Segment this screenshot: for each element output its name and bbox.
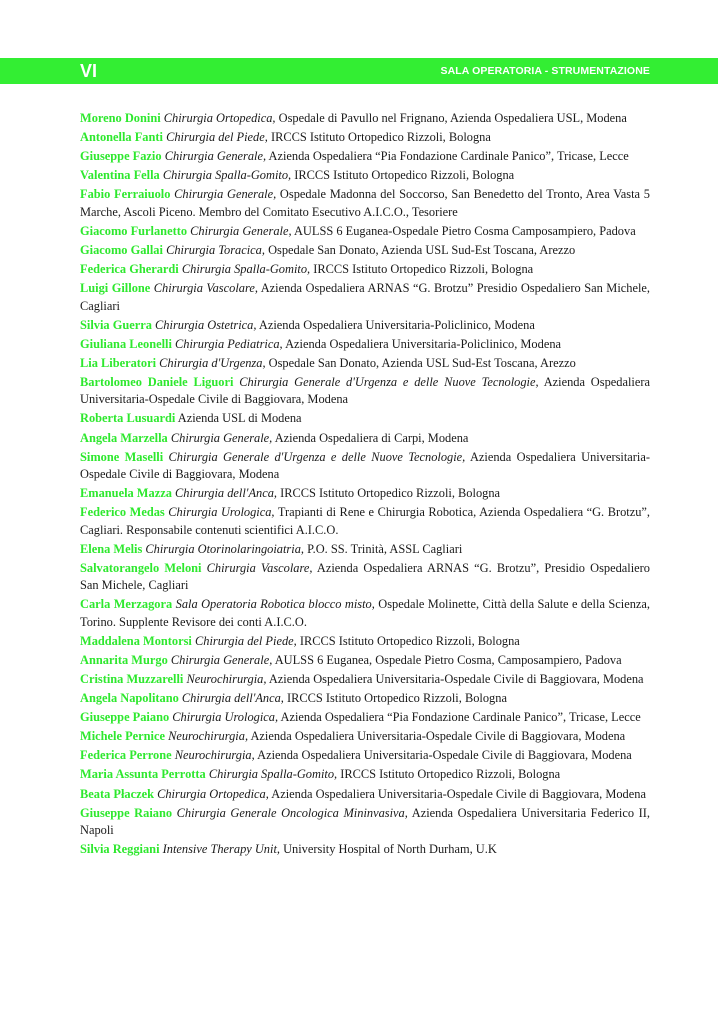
contributor-entry bbox=[80, 374, 650, 409]
contributor-name: Giacomo Gallai bbox=[80, 242, 163, 257]
contributor-affiliation: Azienda USL di Modena bbox=[177, 411, 302, 426]
contributor-entry bbox=[80, 410, 650, 427]
contributor-name: Silvia Guerra bbox=[80, 317, 152, 332]
contributor-affiliation: Azienda Ospedaliera “Pia Fondazione Cardinale Panico”, Tricase, Lecce bbox=[268, 149, 629, 164]
contributor-name: Annarita Murgo bbox=[80, 652, 168, 667]
contributor-name: Giuseppe Paiano bbox=[80, 710, 170, 725]
contributor-specialty: Chirurgia Vascolare, bbox=[206, 560, 313, 575]
contributor-affiliation: IRCCS Istituto Ortopedico Rizzoli, Bologna bbox=[299, 633, 520, 648]
contributor-name: Giuliana Leonelli bbox=[80, 336, 172, 351]
contributor-affiliation: Ospedale San Donato, Azienda USL Sud-Est Toscana, Arezzo bbox=[268, 355, 576, 370]
contributor-entry bbox=[80, 766, 650, 783]
contributor-entry bbox=[80, 671, 650, 688]
contributor-specialty: Chirurgia del Piede, bbox=[166, 130, 268, 145]
contributor-affiliation: Azienda Ospedaliera ARNAS “G. Brotzu” Presidio Ospedaliero San Michele, Cagliari bbox=[80, 281, 650, 313]
contributor-entry bbox=[80, 355, 650, 372]
contributor-affiliation: Ospedale Molinette, Città della Salute e della Scienza, Torino. Supplente Revisore dei conti A.I.C.O. bbox=[80, 597, 650, 629]
contributor-entry bbox=[80, 317, 650, 334]
contributor-specialty: Chirurgia Generale, bbox=[174, 187, 277, 202]
contributor-affiliation: Azienda Ospedaliera di Carpi, Modena bbox=[274, 430, 469, 445]
contributor-specialty: Chirurgia Spalla-Gomito, bbox=[162, 168, 292, 183]
contributor-affiliation: University Hospital of North Durham, U.K bbox=[283, 842, 497, 857]
contributor-name: Simone Maselli bbox=[80, 449, 164, 464]
contributor-entry bbox=[80, 596, 650, 631]
contributor-specialty: Chirurgia Urologica, bbox=[168, 505, 275, 520]
contributor-affiliation: Azienda Ospedaliera Universitaria-Ospedale Civile di Baggiovara, Modena bbox=[257, 748, 632, 763]
contributor-affiliation: Azienda Ospedaliera ARNAS “G. Brotzu”, Presidio Ospedaliero San Michele, Cagliari bbox=[80, 560, 650, 593]
contributor-affiliation: Azienda Ospedaliera Universitaria-Ospedale Civile di Baggiovara, Modena bbox=[268, 672, 644, 686]
contributor-name: Antonella Fanti bbox=[80, 130, 163, 145]
contributor-list bbox=[80, 110, 650, 860]
contributor-entry bbox=[80, 336, 650, 353]
contributor-affiliation: P.O. SS. Trinità, ASSL Cagliari bbox=[307, 541, 463, 556]
contributor-entry bbox=[80, 841, 650, 858]
contributor-name: Valentina Fella bbox=[80, 168, 160, 183]
contributor-name: Beata Płaczek bbox=[80, 786, 154, 801]
contributor-name: Angela Napolitano bbox=[80, 691, 179, 706]
contributor-entry bbox=[80, 805, 650, 840]
contributor-specialty: Chirurgia Vascolare, bbox=[153, 281, 258, 296]
contributor-entry bbox=[80, 430, 650, 447]
contributor-name: Federica Perrone bbox=[80, 748, 172, 763]
contributor-entry bbox=[80, 690, 650, 707]
contributor-name: Elena Melis bbox=[80, 541, 143, 556]
contributor-entry bbox=[80, 167, 650, 184]
contributor-entry bbox=[80, 110, 650, 127]
contributor-name: Salvatorangelo Meloni bbox=[80, 560, 202, 575]
contributor-specialty: Chirurgia dell'Anca, bbox=[175, 486, 277, 501]
contributor-name: Bartolomeo Daniele Liguori bbox=[80, 374, 234, 389]
contributor-specialty: Chirurgia Ortopedica, bbox=[163, 111, 276, 125]
contributor-specialty: Chirurgia Generale, bbox=[170, 430, 273, 445]
contributor-specialty: Chirurgia Pediatrica, bbox=[175, 336, 283, 351]
contributor-name: Michele Pernice bbox=[80, 729, 165, 744]
contributor-entry bbox=[80, 129, 650, 146]
contributor-affiliation: Azienda Ospedaliera Universitaria-Ospedale Civile di Baggiovara, Modena bbox=[250, 729, 626, 744]
contributor-specialty: Sala Operatoria Robotica blocco misto, bbox=[175, 597, 375, 612]
contributor-affiliation: IRCCS Istituto Ortopedico Rizzoli, Bologna bbox=[294, 168, 515, 183]
contributor-specialty: Chirurgia Generale Oncologica Mininvasiva, bbox=[176, 805, 408, 820]
contributor-name: Carla Merzagora bbox=[80, 597, 173, 612]
contributor-entry bbox=[80, 186, 650, 221]
contributor-specialty: Chirurgia Generale d'Urgenza e delle Nuove Tecnologie, bbox=[168, 449, 466, 464]
contributor-entry bbox=[80, 747, 650, 764]
contributor-affiliation: Azienda Ospedaliera Universitaria-Policlinico, Modena bbox=[285, 336, 562, 351]
contributor-specialty: Chirurgia Spalla-Gomito, bbox=[208, 767, 338, 782]
contributor-specialty: Intensive Therapy Unit, bbox=[162, 842, 280, 857]
contributor-name: Angela Marzella bbox=[80, 430, 168, 445]
contributor-entry bbox=[80, 633, 650, 650]
contributor-specialty: Chirurgia dell'Anca, bbox=[181, 691, 284, 706]
contributor-affiliation: IRCCS Istituto Ortopedico Rizzoli, Bologna bbox=[280, 486, 501, 501]
contributor-affiliation: Azienda Ospedaliera Universitaria-Policlinico, Modena bbox=[258, 317, 535, 332]
contributor-affiliation: Azienda Ospedaliera Universitaria-Ospedale Civile di Baggiovara, Modena bbox=[80, 374, 650, 407]
contributor-affiliation: IRCCS Istituto Ortopedico Rizzoli, Bologna bbox=[340, 767, 561, 782]
contributor-name: Silvia Reggiani bbox=[80, 842, 160, 857]
contributor-entry bbox=[80, 261, 650, 278]
contributor-specialty: Neurochirurgia, bbox=[174, 748, 255, 763]
contributor-specialty: Chirurgia Generale, bbox=[190, 223, 292, 238]
contributor-specialty: Neurochirurgia, bbox=[186, 672, 267, 686]
contributor-specialty: Chirurgia Toracica, bbox=[166, 242, 265, 257]
contributor-entry bbox=[80, 280, 650, 315]
contributor-affiliation: Ospedale di Pavullo nel Frignano, Azienda Ospedaliera USL, Modena bbox=[278, 111, 627, 125]
contributor-specialty: Chirurgia Ortopedica, bbox=[157, 786, 269, 801]
contributor-entry bbox=[80, 786, 650, 803]
contributor-affiliation: AULSS 6 Euganea-Ospedale Pietro Cosma Camposampiero, Padova bbox=[293, 223, 636, 238]
contributor-specialty: Chirurgia del Piede, bbox=[194, 633, 297, 648]
header-bar bbox=[0, 58, 718, 84]
contributor-affiliation: Azienda Ospedaliera Universitaria Federico II, Napoli bbox=[80, 805, 650, 838]
contributor-specialty: Chirurgia Otorinolaringoiatria, bbox=[145, 541, 304, 556]
contributor-entry bbox=[80, 485, 650, 502]
contributor-name: Fabio Ferraiuolo bbox=[80, 187, 171, 202]
contributor-affiliation: IRCCS Istituto Ortopedico Rizzoli, Bologna bbox=[270, 130, 491, 145]
contributor-entry bbox=[80, 449, 650, 484]
contributor-name: Giuseppe Fazio bbox=[80, 149, 162, 164]
contributor-specialty: Chirurgia Ostetrica, bbox=[155, 317, 257, 332]
contributor-entry bbox=[80, 242, 650, 259]
contributor-entry bbox=[80, 504, 650, 539]
contributor-affiliation: Azienda Ospedaliera Universitaria-Ospedale Civile di Baggiovara, Modena bbox=[80, 449, 650, 482]
contributor-name: Roberta Lusuardi bbox=[80, 411, 176, 426]
contributor-entry bbox=[80, 148, 650, 165]
contributor-name: Giuseppe Raiano bbox=[80, 805, 173, 820]
contributor-name: Moreno Donini bbox=[80, 111, 161, 125]
contributor-specialty: Chirurgia Generale, bbox=[170, 652, 273, 667]
contributor-entry bbox=[80, 223, 650, 240]
contributor-name: Federica Gherardi bbox=[80, 262, 179, 277]
contributor-specialty: Chirurgia Spalla-Gomito, bbox=[181, 262, 311, 277]
contributor-name: Maddalena Montorsi bbox=[80, 633, 192, 648]
contributor-name: Luigi Gillone bbox=[80, 281, 151, 296]
contributor-name: Maria Assunta Perrotta bbox=[80, 767, 206, 782]
contributor-affiliation: Trapianti di Rene e Chirurgia Robotica, Azienda Ospedaliera “G. Brotzu”, Cagliari. Responsabile contenuti scientifici A.I.C.O. bbox=[80, 505, 651, 537]
contributor-name: Giacomo Furlanetto bbox=[80, 223, 188, 238]
contributor-affiliation: Ospedale San Donato, Azienda USL Sud-Est Toscana, Arezzo bbox=[268, 242, 576, 257]
contributor-specialty: Chirurgia Generale d'Urgenza e delle Nuove Tecnologie, bbox=[239, 374, 539, 389]
contributor-entry bbox=[80, 541, 650, 558]
contributor-entry bbox=[80, 560, 650, 595]
contributor-entry bbox=[80, 709, 650, 726]
contributor-entry bbox=[80, 652, 650, 669]
section-title: SALA OPERATORIA - STRUMENTAZIONE bbox=[440, 65, 650, 77]
contributor-affiliation: IRCCS Istituto Ortopedico Rizzoli, Bologna bbox=[287, 691, 507, 706]
page-number: VI bbox=[80, 61, 98, 81]
contributor-affiliation: Azienda Ospedaliera “Pia Fondazione Cardinale Panico”, Tricase, Lecce bbox=[280, 710, 641, 725]
contributor-affiliation: IRCCS Istituto Ortopedico Rizzoli, Bologna bbox=[313, 262, 534, 277]
contributor-specialty: Neurochirurgia, bbox=[168, 729, 249, 744]
contributor-affiliation: AULSS 6 Euganea, Ospedale Pietro Cosma, Camposampiero, Padova bbox=[274, 652, 622, 667]
contributor-specialty: Chirurgia d'Urgenza, bbox=[159, 355, 266, 370]
contributor-name: Emanuela Mazza bbox=[80, 486, 172, 501]
contributor-entry bbox=[80, 728, 650, 745]
contributor-name: Cristina Muzzarelli bbox=[80, 672, 184, 686]
contributor-affiliation: Ospedale Madonna del Soccorso, San Benedetto del Tronto, Area Vasta 5 Marche, Ascoli Piceno. Membro del Comitato Esecutivo A.I.C.O., Tesoriere bbox=[80, 187, 650, 219]
contributor-affiliation: Azienda Ospedaliera Universitaria-Ospedale Civile di Baggiovara, Modena bbox=[271, 786, 646, 801]
contributor-name: Federico Medas bbox=[80, 505, 165, 520]
contributor-specialty: Chirurgia Urologica, bbox=[172, 710, 279, 725]
contributor-name: Lia Liberatori bbox=[80, 355, 157, 370]
contributor-specialty: Chirurgia Generale, bbox=[164, 149, 267, 164]
